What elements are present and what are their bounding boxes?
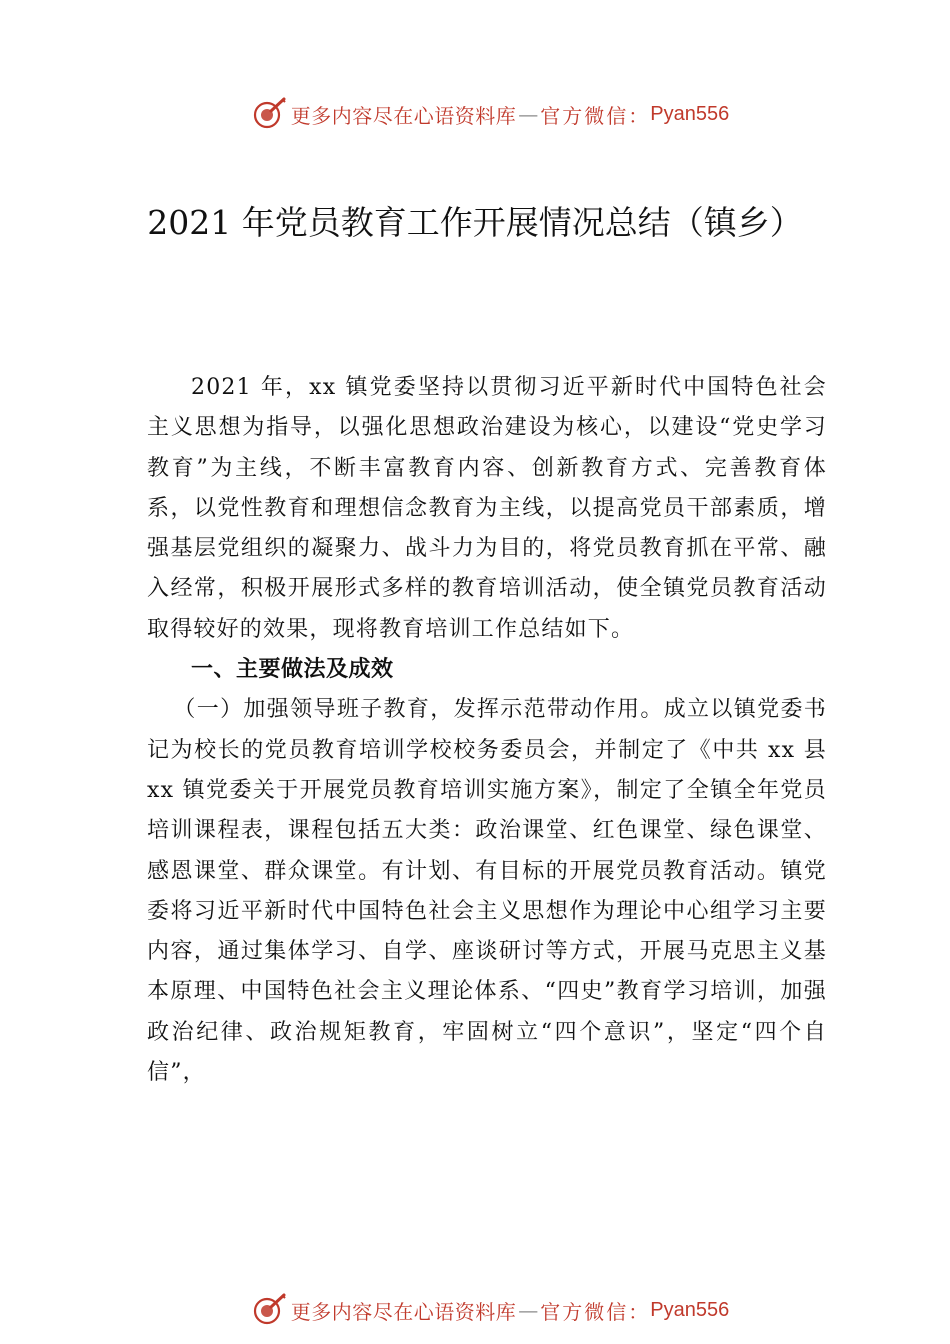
banner-dash: — [518, 1298, 539, 1322]
pen-seal-logo-icon [251, 1292, 287, 1328]
footer-banner [0, 1290, 950, 1330]
banner-wechat-label: 官方微信： [540, 103, 651, 128]
header-banner [0, 94, 950, 134]
document-body [147, 368, 827, 1093]
footer-banner-content [251, 1292, 729, 1328]
section-paragraph: （一）加强领导班子教育，发挥示范带动作用。成立以镇党委书记为校长的党员教育培训学校校务委员会，并制定了《中共 xx 县 xx 镇党委关于开展党员教育培训实施方案》，制定了全镇全年党员培训课程表，课程包括五大类：政治课堂、红色课堂、绿色课堂、感恩课堂、群众课堂。有计划、有目标的开展党员教育活动。镇党委将习近平新时代中国特色社会主义思想作为理论中心组学习主要内容，通过集体学习、自学、座谈研讨等方式，开展马克思主义基本原理、中国特色社会主义理论体系、“四史”教育学习培训，加强政治纪律、政治规矩教育，牢固树立“四个意识”，坚定“四个自信”， [147, 697, 827, 1086]
intro-paragraph: 2021 年，xx 镇党委坚持以贯彻习近平新时代中国特色社会主义思想为指导，以强化思想政治建设为核心，以建设“党史学习教育”为主线，不断丰富教育内容、创新教育方式、完善教育体系，以党性教育和理想信念教育为主线，以提高党员干部素质，增强基层党组织的凝聚力、战斗力为目的，将党员教育抓在平常、融入经常，积极开展形式多样的教育培训活动，使全镇党员教育活动取得较好的效果，现将教育培训工作总结如下。 [147, 375, 827, 642]
document-title: 2021 年党员教育工作开展情况总结（镇乡） [147, 203, 803, 242]
section-heading: 一、主要做法及成效 [191, 657, 394, 683]
banner-wechat-label: 官方微信： [540, 1299, 651, 1324]
banner-dash: — [518, 102, 539, 126]
banner-text: 更多内容尽在心语资料库 [290, 103, 517, 128]
banner-text: 更多内容尽在心语资料库 [290, 1299, 517, 1324]
header-banner-content [251, 96, 729, 132]
banner-wechat-id: Pyan556 [650, 1298, 730, 1321]
banner-wechat-id: Pyan556 [650, 102, 730, 125]
pen-seal-logo-icon [251, 96, 287, 132]
